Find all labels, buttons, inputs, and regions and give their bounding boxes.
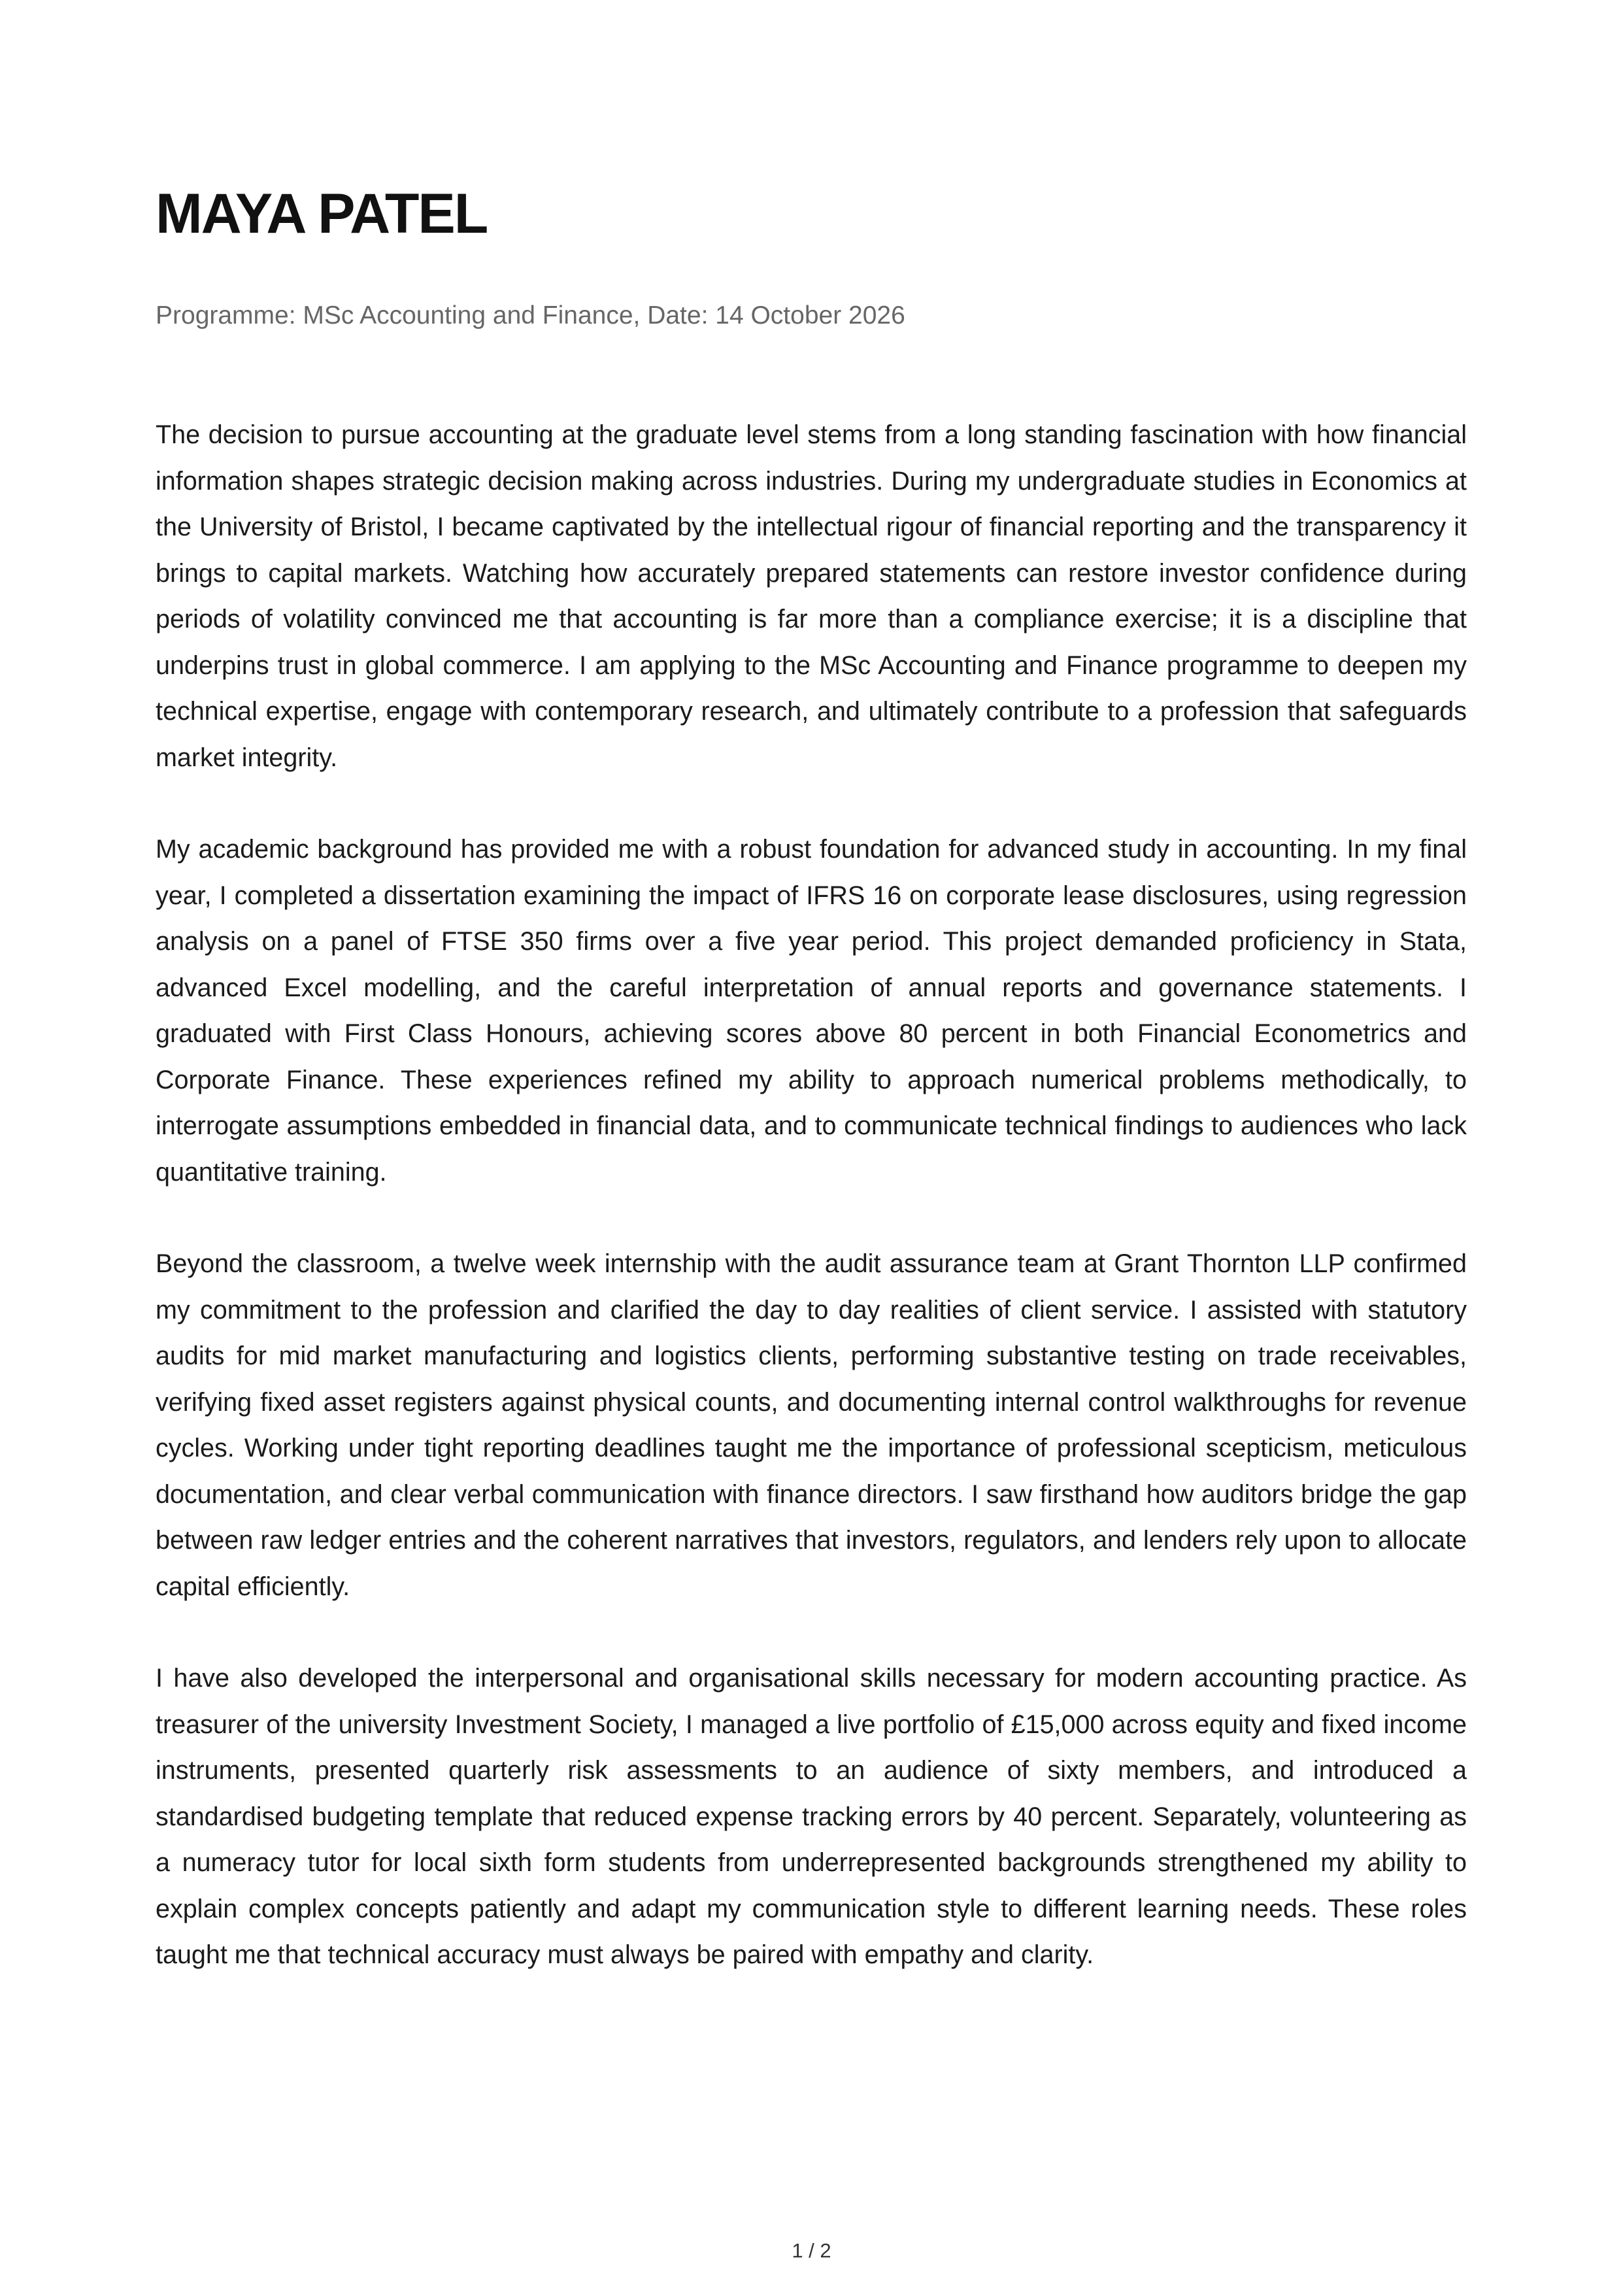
paragraph-academic-background: My academic background has provided me with a robust foundation for advanced study in accounting. In my final year, I completed a dissertation examining the impact of IFRS 16 on corporate lease disclosures, using regression analysis on a panel of FTSE 350 firms over a five year period. This project demanded proficiency in Stata, advanced Excel modelling, and the careful interpretation of annual reports and governance statements. I graduated with First Class Honours, achieving scores above 80 percent in both Financial Econometrics and Corporate Finance. These experiences refined my ability to approach numerical problems methodically, to interrogate assumptions embedded in financial data, and to communicate technical findings to audiences who lack quantitative training.: [156, 835, 1467, 1187]
paragraph-interpersonal-skills: I have also developed the interpersonal and organisational skills necessary for modern accounting practice. As treasurer of the university Investment Society, I managed a live portfolio of £15,000 across equity and fixed income instruments, presented quarterly risk assessments to an audience of sixty members, and introduced a standardised budgeting template that reduced expense tracking errors by 40 percent. Separately, volunteering as a numeracy tutor for local sixth form students from underrepresented backgrounds strengthened my ability to explain complex concepts patiently and adapt my communication style to different learning needs. These roles taught me that technical accuracy must always be paired with empathy and clarity.: [156, 1664, 1467, 1969]
statement-body: [156, 412, 1467, 1978]
paragraph-internship: Beyond the classroom, a twelve week internship with the audit assurance team at Grant Thornton LLP confirmed my commitment to the profession and clarified the day to day realities of client service. I assisted with statutory audits for mid market manufacturing and logistics clients, performing substantive testing on trade receivables, verifying fixed asset registers against physical counts, and documenting internal control walkthroughs for revenue cycles. Working under tight reporting deadlines taught me the importance of professional scepticism, meticulous documentation, and clear verbal communication with finance directors. I saw firsthand how auditors bridge the gap between raw ledger entries and the coherent narratives that investors, regulators, and lenders rely upon to allocate capital efficiently.: [156, 1249, 1467, 1601]
paragraph-motivation: The decision to pursue accounting at the graduate level stems from a long standing fascination with how financial information shapes strategic decision making across industries. During my undergraduate studies in Economics at the University of Bristol, I became captivated by the intellectual rigour of financial reporting and the transparency it brings to capital markets. Watching how accurately prepared statements can restore investor confidence during periods of volatility convinced me that accounting is far more than a compliance exercise; it is a discipline that underpins trust in global commerce. I am applying to the MSc Accounting and Finance programme to deepen my technical expertise, engage with contemporary research, and ultimately contribute to a profession that safeguards market integrity.: [156, 420, 1467, 772]
page-number: 1 / 2: [792, 2239, 831, 2262]
programme-date-line: Programme: MSc Accounting and Finance, Date: 14 October 2026: [156, 301, 905, 329]
applicant-name: MAYA PATEL: [156, 182, 488, 245]
